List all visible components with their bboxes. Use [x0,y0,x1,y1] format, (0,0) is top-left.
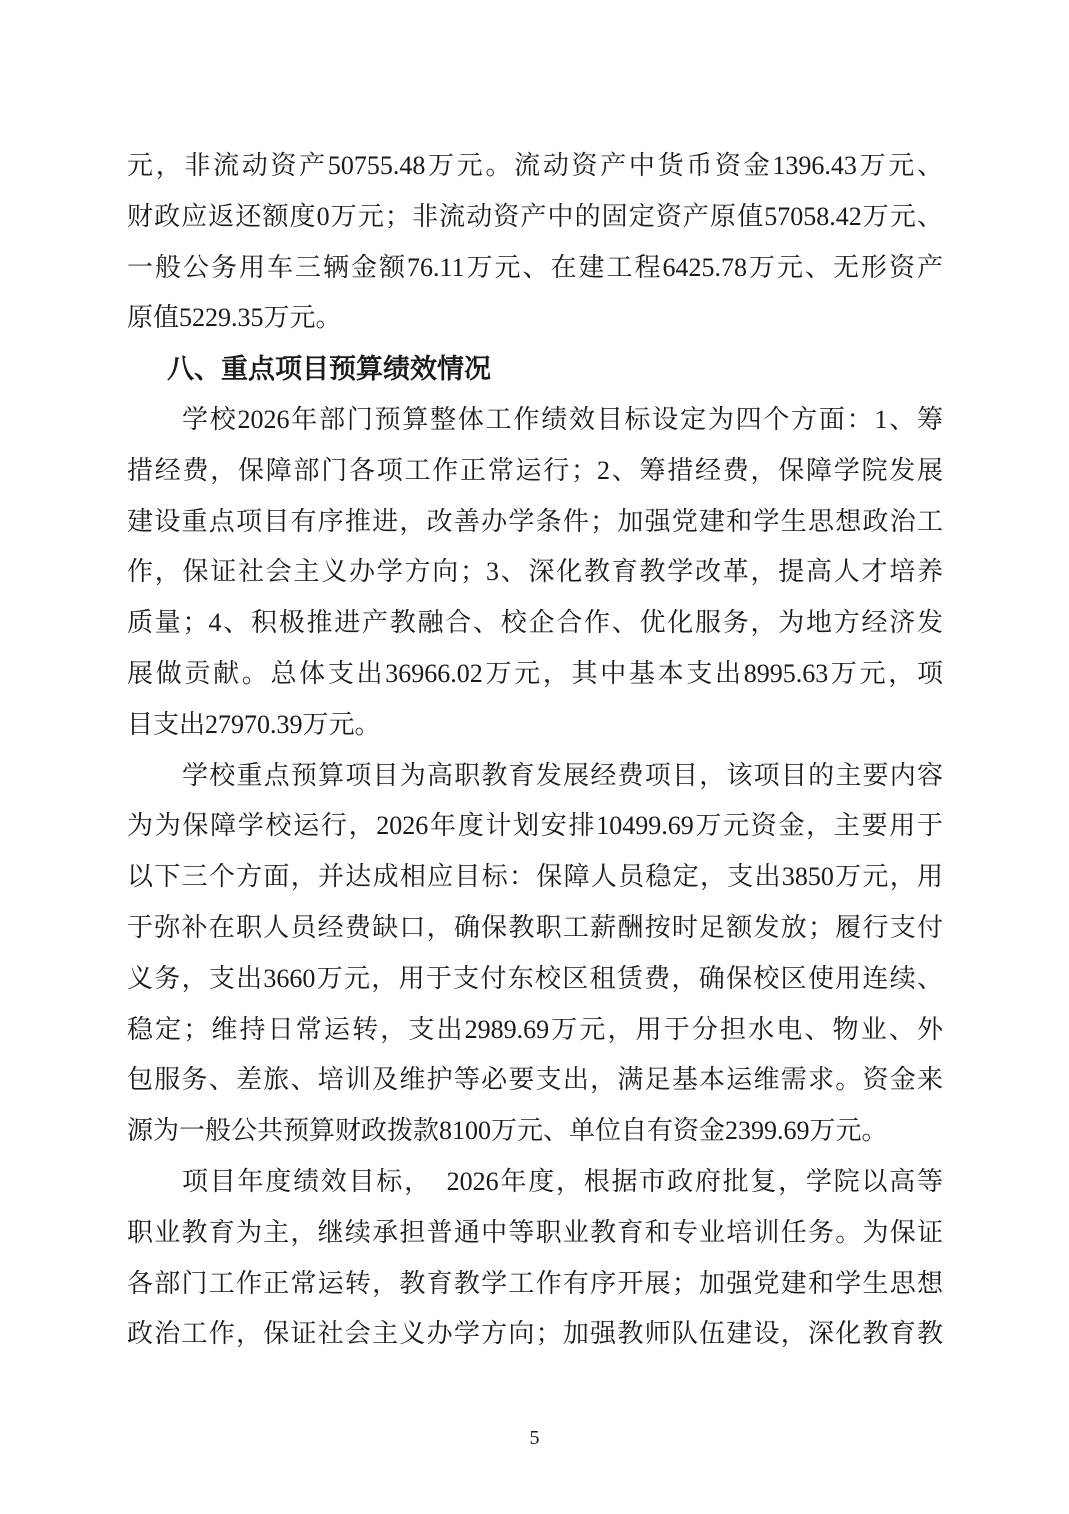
body-text-line: 展做贡献。总体支出36966.02万元，其中基本支出8995.63万元，项 [127,658,943,688]
body-text-line: 目支出27970.39万元。 [127,709,381,739]
body-text-line: 原值5229.35万元。 [127,303,342,333]
body-text-line: 为为保障学校运行，2026年度计划安排10499.69万元资金，主要用于 [127,811,943,841]
body-text-line: 措经费，保障部门各项工作正常运行；2、筹措经费，保障学院发展 [127,455,943,485]
body-text-line: 源为一般公共预算财政拨款8100万元、单位自有资金2399.69万元。 [127,1116,888,1146]
document-text-block [127,141,943,1360]
body-text-line: 各部门工作正常运转，教育教学工作有序开展；加强党建和学生思想 [127,1268,943,1298]
body-text-line: 质量；4、积极推进产教融合、校企合作、优化服务，为地方经济发 [127,608,943,638]
page-footer [0,1426,1069,1450]
section-heading: 八、重点项目预算绩效情况 [167,354,491,385]
body-text-line: 以下三个方面，并达成相应目标：保障人员稳定，支出3850万元，用 [127,862,943,892]
body-text-line: 义务，支出3660万元，用于支付东校区租赁费，确保校区使用连续、 [127,963,943,993]
body-text-line: 包服务、差旅、培训及维护等必要支出，满足基本运维需求。资金来 [127,1065,943,1095]
body-text-line: 项目年度绩效目标， 2026年度，根据市政府批复，学院以高等 [182,1166,943,1196]
body-text-line: 于弥补在职人员经费缺口，确保教职工薪酬按时足额发放；履行支付 [127,912,943,942]
body-text-line: 建设重点项目有序推进，改善办学条件；加强党建和学生思想政治工 [127,506,943,536]
body-text-line: 学校重点预算项目为高职教育发展经费项目，该项目的主要内容 [182,760,943,790]
body-text-line: 稳定；维持日常运转，支出2989.69万元，用于分担水电、物业、外 [127,1014,943,1044]
body-text-line: 一般公务用车三辆金额76.11万元、在建工程6425.78万元、无形资产 [127,252,943,282]
body-text-line: 政治工作，保证社会主义办学方向；加强教师队伍建设，深化教育教 [127,1319,943,1349]
body-text-line: 职业教育为主，继续承担普通中等职业教育和专业培训任务。为保证 [127,1217,943,1247]
body-text-line: 作，保证社会主义办学方向；3、深化教育教学改革，提高人才培养 [127,557,943,587]
body-text-line: 财政应返还额度0万元；非流动资产中的固定资产原值57058.42万元、 [127,201,943,231]
page-number: 5 [529,1427,540,1449]
body-text-line: 学校2026年部门预算整体工作绩效目标设定为四个方面：1、筹 [182,404,943,434]
body-text-line: 元，非流动资产50755.48万元。流动资产中货币资金1396.43万元、 [127,151,943,180]
